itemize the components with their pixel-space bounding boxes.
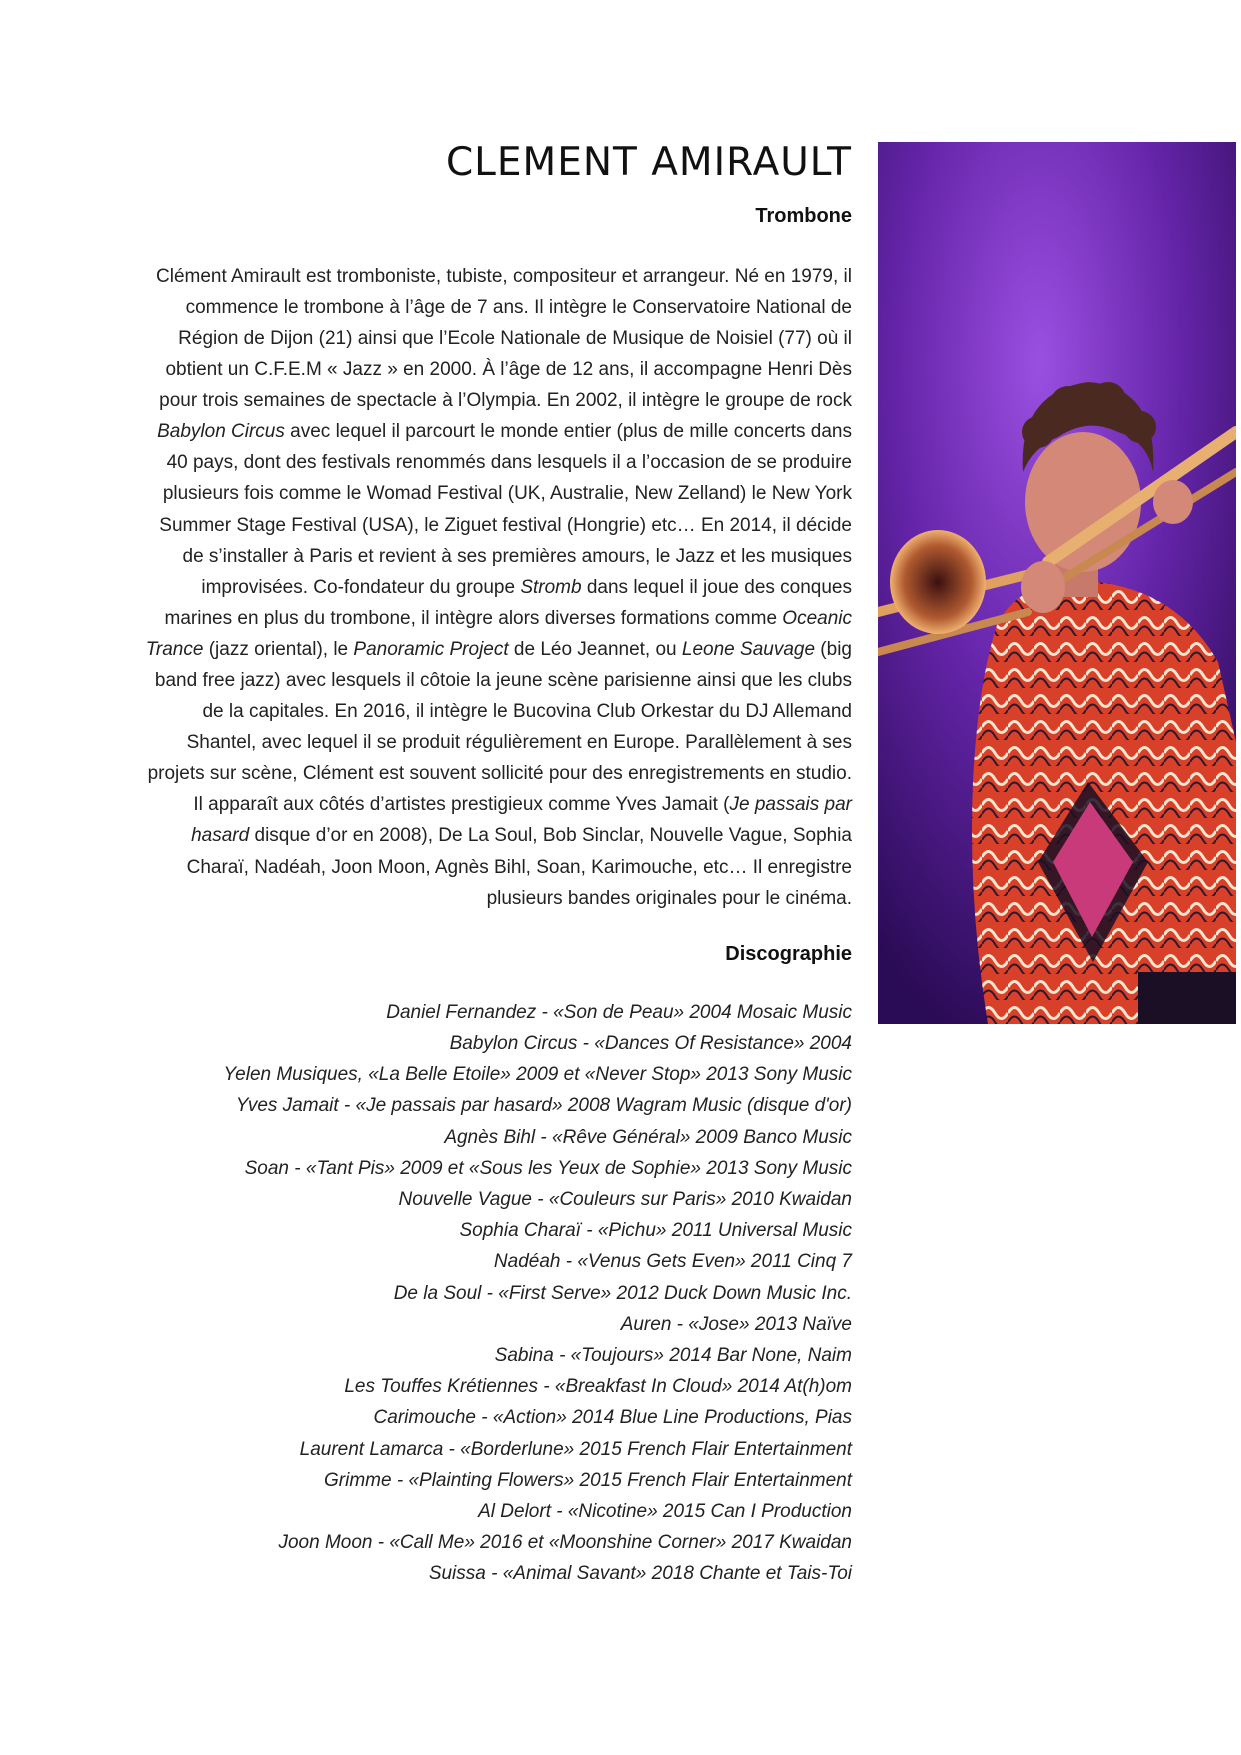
artist-name: CLEMENT AMIRAULT [445, 140, 852, 185]
bio-line [30, 416, 852, 447]
bio-segment: Clément Amirault est tromboniste, tubiste, compositeur et arrangeur. Né en 1979, il [156, 265, 852, 287]
bio-line [30, 323, 852, 354]
bio-line [30, 292, 852, 323]
discography-item: Yelen Musiques, «La Belle Etoile» 2009 et «Never Stop» 2013 Sony Music [223, 1064, 852, 1086]
bio-segment: (jazz oriental), le [203, 638, 354, 660]
bio-line [30, 603, 852, 634]
bio-segment: (big [815, 638, 852, 660]
discography-item: Laurent Lamarca - «Borderlune» 2015 French Flair Entertainment [299, 1438, 852, 1460]
discography-item: Suissa - «Animal Savant» 2018 Chante et Tais-Toi [428, 1563, 852, 1585]
bio-line [30, 447, 852, 478]
bio-italic-segment: Je passais par [729, 794, 852, 816]
discography-item: Nouvelle Vague - «Couleurs sur Paris» 2010 Kwaidan [398, 1188, 852, 1210]
discography-title: Discographie [725, 942, 852, 965]
bio-segment: avec lequel il parcourt le monde entier (plus de mille concerts dans [284, 421, 852, 443]
bio-italic-segment: Trance [145, 638, 204, 660]
bio-segment: obtient un C.F.E.M « Jazz » en 2000. À l’âge de 12 ans, il accompagne Henri Dès [165, 359, 852, 381]
bio-segment: Shantel, avec lequel il se produit régulièrement en Europe. Parallèlement à ses [186, 732, 852, 754]
bio-italic-segment: Leone Sauvage [681, 638, 816, 660]
discography-item: Joon Moon - «Call Me» 2016 et «Moonshine Corner» 2017 Kwaidan [278, 1532, 852, 1554]
bio-line [30, 354, 852, 385]
discography-item: Les Touffes Krétiennes - «Breakfast In Cloud» 2014 At(h)om [344, 1376, 852, 1398]
biography [30, 261, 852, 914]
bio-line [30, 634, 852, 665]
bio-line [30, 789, 852, 820]
discography-item: Yves Jamait - «Je passais par hasard» 2008 Wagram Music (disque d'or) [235, 1095, 852, 1117]
bio-line [30, 696, 852, 727]
bio-segment: Summer Stage Festival (USA), le Ziguet festival (Hongrie) etc… En 2014, il décide [159, 514, 852, 536]
bio-segment: de Léo Jeannet, ou [508, 638, 682, 660]
trombonist-illustration [878, 142, 1236, 1024]
bio-italic-segment: Stromb [520, 576, 582, 598]
discography-item: Soan - «Tant Pis» 2009 et «Sous les Yeux de Sophie» 2013 Sony Music [244, 1157, 852, 1179]
bio-italic-segment: Oceanic [782, 607, 852, 629]
bio-line [30, 852, 852, 883]
bio-line [30, 727, 852, 758]
bio-line [30, 572, 852, 603]
bio-segment: Il apparaît aux côtés d’artistes prestigieux comme Yves Jamait ( [193, 794, 730, 816]
bio-line [30, 541, 852, 572]
bio-segment: pour trois semaines de spectacle à l’Olympia. En 2002, il intègre le groupe de rock [159, 390, 852, 412]
bio-italic-segment: hasard [191, 825, 250, 847]
discography-item: De la Soul - «First Serve» 2012 Duck Down Music Inc. [393, 1282, 852, 1304]
artist-photo [878, 142, 1236, 1024]
discography-item: Al Delort - «Nicotine» 2015 Can I Production [478, 1501, 852, 1523]
bio-segment: disque d’or en 2008), De La Soul, Bob Sinclar, Nouvelle Vague, Sophia [249, 825, 852, 847]
bio-segment: commence le trombone à l’âge de 7 ans. Il intègre le Conservatoire National de [185, 296, 852, 318]
discography-item: Sabina - «Toujours» 2014 Bar None, Naim [494, 1345, 852, 1366]
discography-item: Daniel Fernandez - «Son de Peau» 2004 Mosaic Music [386, 1001, 852, 1023]
bio-line [30, 385, 852, 416]
discography-item: Agnès Bihl - «Rêve Général» 2009 Banco Music [444, 1126, 852, 1148]
bio-segment: plusieurs fois comme le Womad Festival (UK, Australie, New Zelland) le New York [162, 483, 852, 505]
bio-segment: improvisées. Co-fondateur du groupe [201, 576, 521, 598]
instrument-label: Trombone [755, 204, 852, 227]
bio-segment: de la capitales. En 2016, il intègre le Bucovina Club Orkestar du DJ Allemand [202, 701, 852, 723]
bio-segment: Charaï, Nadéah, Joon Moon, Agnès Bihl, Soan, Karimouche, etc… Il enregistre [186, 856, 852, 878]
discography-item: Grimme - «Plainting Flowers» 2015 French Flair Entertainment [324, 1469, 852, 1491]
bio-line [30, 478, 852, 509]
bio-line [30, 820, 852, 851]
discography-list [30, 997, 852, 1590]
bio-line [30, 510, 852, 541]
bio-segment: plusieurs bandes originales pour le cinéma. [486, 887, 852, 909]
bio-line [30, 883, 852, 914]
bio-line [30, 758, 852, 789]
discography-item: Sophia Charaï - «Pichu» 2011 Universal Music [459, 1220, 852, 1242]
bio-segment: band free jazz) avec lesquels il côtoie la jeune scène parisienne ainsi que les clubs [154, 670, 852, 692]
discography-item: Auren - «Jose» 2013 Naïve [620, 1313, 852, 1335]
discography-item: Carimouche - «Action» 2014 Blue Line Productions, Pias [373, 1407, 852, 1429]
bio-italic-segment: Panoramic Project [353, 638, 509, 660]
discography-item: Nadéah - «Venus Gets Even» 2011 Cinq 7 [493, 1251, 852, 1273]
bio-line [30, 665, 852, 696]
bio-segment: 40 pays, dont des festivals renommés dans lesquels il a l’occasion de se produire [166, 452, 852, 474]
discography-item: Babylon Circus - «Dances Of Resistance» 2004 [449, 1032, 852, 1054]
bio-segment: dans lequel il joue des conques [581, 576, 852, 598]
bio-italic-segment: Babylon Circus [157, 421, 285, 443]
bio-line [30, 261, 852, 292]
bio-segment: Région de Dijon (21) ainsi que l’Ecole Nationale de Musique de Noisiel (77) où il [178, 327, 852, 349]
text-column [30, 140, 852, 1590]
bio-segment: de s’installer à Paris et revient à ses premières amours, le Jazz et les musiques [182, 545, 852, 567]
bio-segment: marines en plus du trombone, il intègre alors diverses formations comme [164, 607, 783, 629]
bio-segment: projets sur scène, Clément est souvent sollicité pour des enregistrements en studio. [147, 763, 852, 785]
